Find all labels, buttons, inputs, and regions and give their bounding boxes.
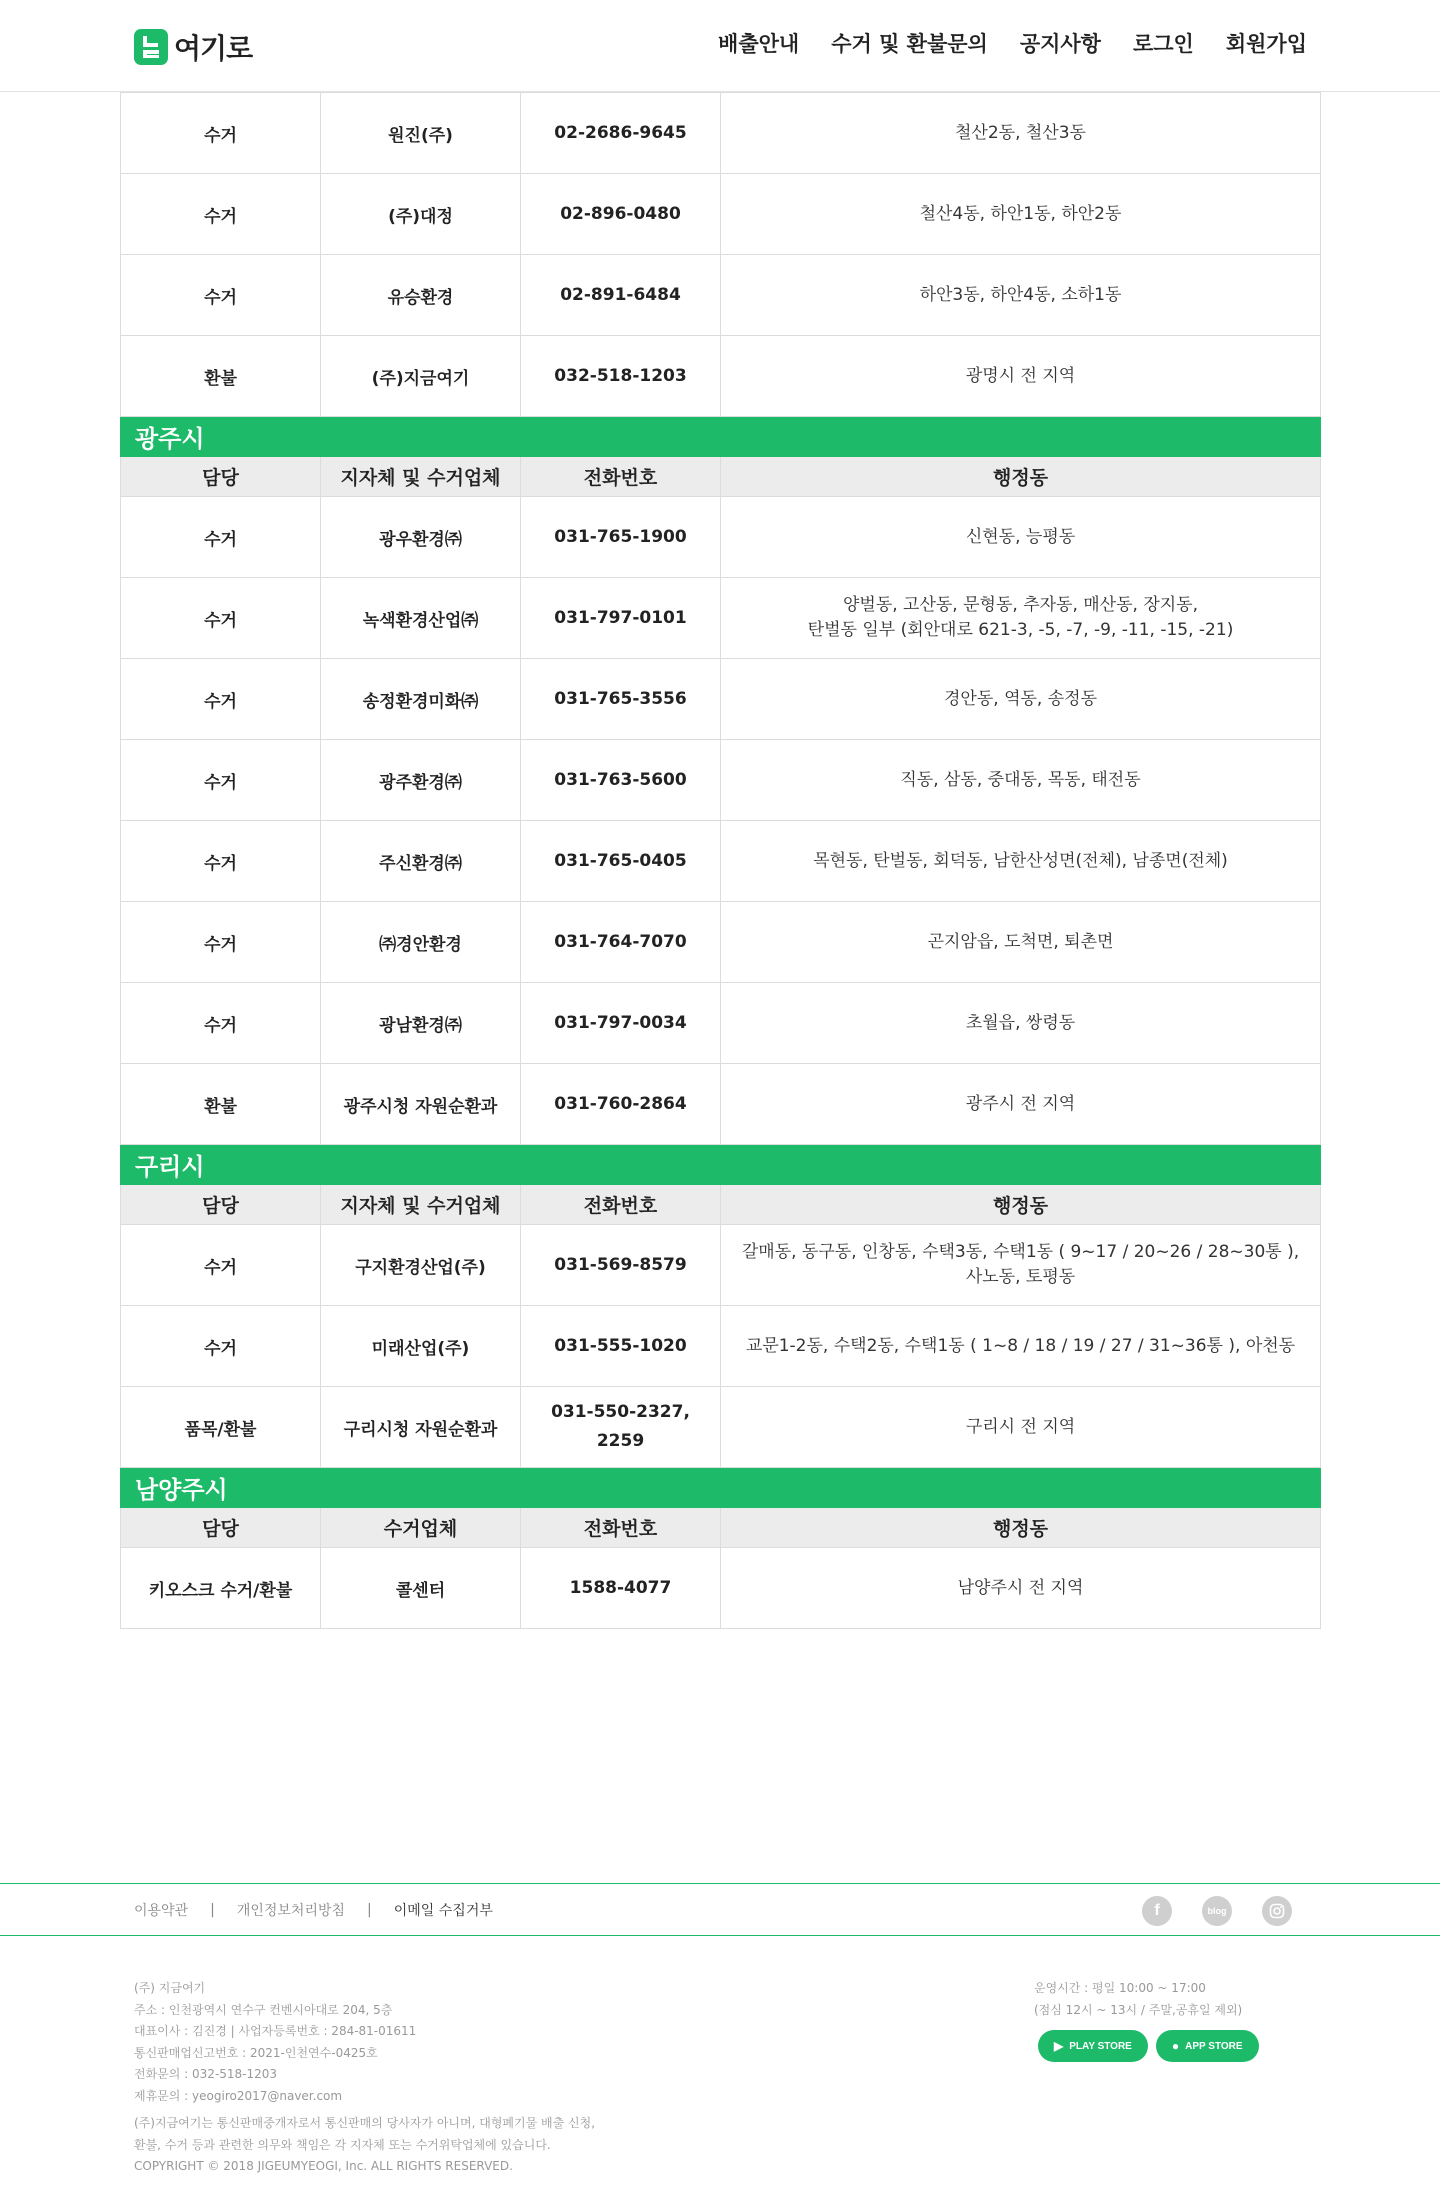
region-title: 남양주시 (121, 1468, 1321, 1508)
column-header: 담당 (121, 457, 321, 497)
phone-cell: 031-569-8579 (521, 1225, 721, 1306)
company-line: 주소 : 인천광역시 연수구 컨벤시아대로 204, 5층 (134, 2002, 393, 2017)
table-row (121, 578, 1321, 659)
hours-line: 운영시간 : 평일 10:00 ~ 17:00 (1034, 1981, 1206, 1995)
table-row (121, 497, 1321, 578)
phone-cell: 031-764-7070 (521, 902, 721, 983)
company-cell: (주)지금여기 (321, 336, 521, 417)
area-cell: 곤지암읍, 도척면, 퇴촌면 (721, 902, 1321, 983)
table-column-header (121, 457, 1321, 497)
company-cell: 광우환경㈜ (321, 497, 521, 578)
area-cell: 목현동, 탄벌동, 회덕동, 남한산성면(전체), 남종면(전체) (721, 821, 1321, 902)
table-row (121, 983, 1321, 1064)
table-column-header (121, 1508, 1321, 1548)
table-row (121, 1225, 1321, 1306)
table-row (121, 174, 1321, 255)
nav-signup[interactable]: 회원가입 (1225, 32, 1307, 56)
table-row (121, 902, 1321, 983)
phone-cell: 031-765-0405 (521, 821, 721, 902)
area-cell: 광주시 전 지역 (721, 1064, 1321, 1145)
column-header: 전화번호 (521, 1508, 721, 1548)
column-header: 지자체 및 수거업체 (321, 457, 521, 497)
company-cell: 구리시청 자원순환과 (321, 1387, 521, 1468)
contact-table-container (120, 92, 1320, 1629)
role-cell: 품목/환불 (121, 1387, 321, 1468)
app-store-links (1038, 2030, 1267, 2062)
logo[interactable] (134, 29, 252, 65)
company-cell: 원진(주) (321, 93, 521, 174)
copyright: COPYRIGHT © 2018 JIGEUMYEOGI, Inc. ALL RIGHTS RESERVED. (134, 2159, 513, 2173)
nav-notices[interactable]: 공지사항 (1019, 32, 1101, 56)
region-section-header (121, 1145, 1321, 1185)
phone-cell: 02-896-0480 (521, 174, 721, 255)
role-cell: 수거 (121, 497, 321, 578)
app-store-button[interactable] (1156, 2030, 1259, 2062)
logo-text: 여기로 (174, 32, 253, 65)
role-cell: 키오스크 수거/환불 (121, 1548, 321, 1629)
company-cell: 녹색환경산업㈜ (321, 578, 521, 659)
column-header: 지자체 및 수거업체 (321, 1185, 521, 1225)
terms-link[interactable]: 이용약관 (134, 1903, 189, 1919)
role-cell: 수거 (121, 174, 321, 255)
phone-cell: 032-518-1203 (521, 336, 721, 417)
area-cell: 철산4동, 하안1동, 하안2동 (721, 174, 1321, 255)
table-row (121, 336, 1321, 417)
nav-collection-refund[interactable]: 수거 및 환불문의 (831, 32, 988, 56)
area-cell: 신현동, 능평동 (721, 497, 1321, 578)
phone-cell: 1588-4077 (521, 1548, 721, 1629)
main-nav (686, 29, 1307, 59)
column-header: 행정동 (721, 1185, 1321, 1225)
play-store-button[interactable] (1038, 2030, 1148, 2062)
email-refusal-link[interactable]: 이메일 수집거부 (393, 1903, 493, 1919)
company-cell: 유승환경 (321, 255, 521, 336)
phone-cell: 031-760-2864 (521, 1064, 721, 1145)
company-cell: 콜센터 (321, 1548, 521, 1629)
notice-line: 환불, 수거 등과 관련한 의무와 책임은 각 지자체 또는 수거위탁업체에 있습니다. (134, 2137, 551, 2152)
role-cell: 환불 (121, 1064, 321, 1145)
role-cell: 환불 (121, 336, 321, 417)
column-header: 담당 (121, 1185, 321, 1225)
operating-hours (1034, 1978, 1242, 2021)
contact-table-body (121, 93, 1321, 1629)
table-row (121, 1306, 1321, 1387)
area-cell: 하안3동, 하안4동, 소하1동 (721, 255, 1321, 336)
area-cell: 직동, 삼동, 중대동, 목동, 태전동 (721, 740, 1321, 821)
company-cell: 광주시청 자원순환과 (321, 1064, 521, 1145)
table-row (121, 93, 1321, 174)
phone-cell: 031-765-3556 (521, 659, 721, 740)
column-header: 행정동 (721, 457, 1321, 497)
company-cell: ㈜경안환경 (321, 902, 521, 983)
blog-icon[interactable]: blog (1202, 1896, 1232, 1926)
company-cell: 주신환경㈜ (321, 821, 521, 902)
region-section-header (121, 417, 1321, 457)
legal-notice (134, 2113, 595, 2178)
phone-cell: 031-550-2327, 2259 (521, 1387, 721, 1468)
column-header: 수거업체 (321, 1508, 521, 1548)
column-header: 행정동 (721, 1508, 1321, 1548)
company-cell: 송정환경미화㈜ (321, 659, 521, 740)
region-title: 구리시 (121, 1145, 1321, 1185)
role-cell: 수거 (121, 821, 321, 902)
company-line: (주) 지금여기 (134, 1981, 206, 1995)
privacy-policy-link[interactable]: 개인정보처리방침 (236, 1903, 346, 1919)
phone-cell: 031-555-1020 (521, 1306, 721, 1387)
company-cell: 구지환경산업(주) (321, 1225, 521, 1306)
role-cell: 수거 (121, 902, 321, 983)
social-links (1112, 1896, 1292, 1926)
table-row (121, 1064, 1321, 1145)
area-cell: 양벌동, 고산동, 문형동, 추자동, 매산동, 장지동, 탄벌동 일부 (회안대로 621-3, -5, -7, -9, -11, -15, -21) (721, 578, 1321, 659)
separator: | (367, 1902, 372, 1918)
facebook-icon[interactable]: f (1142, 1896, 1172, 1926)
role-cell: 수거 (121, 983, 321, 1064)
company-cell: 광남환경㈜ (321, 983, 521, 1064)
company-line: 대표이사 : 김진경 | 사업자등록번호 : 284-81-01611 (134, 2024, 417, 2038)
instagram-icon[interactable] (1262, 1896, 1292, 1926)
table-row (121, 255, 1321, 336)
region-section-header (121, 1468, 1321, 1508)
phone-cell: 031-797-0101 (521, 578, 721, 659)
area-cell: 교문1-2동, 수택2동, 수택1동 ( 1~8 / 18 / 19 / 27 / 31~36통 ), 아천동 (721, 1306, 1321, 1387)
nav-disposal-guide[interactable]: 배출안내 (718, 32, 800, 56)
company-line: 통신판매업신고번호 : 2021-인천연수-0425호 (134, 2045, 378, 2060)
table-row (121, 1387, 1321, 1468)
role-cell: 수거 (121, 1225, 321, 1306)
area-cell: 초월읍, 쌍령동 (721, 983, 1321, 1064)
phone-cell: 031-797-0034 (521, 983, 721, 1064)
company-cell: (주)대정 (321, 174, 521, 255)
role-cell: 수거 (121, 93, 321, 174)
table-row (121, 740, 1321, 821)
footer-bar (0, 1883, 1440, 1936)
role-cell: 수거 (121, 740, 321, 821)
area-cell: 갈매동, 동구동, 인창동, 수택3동, 수택1동 ( 9~17 / 20~26 / 28~30통 ), 사노동, 토평동 (721, 1225, 1321, 1306)
role-cell: 수거 (121, 1306, 321, 1387)
role-cell: 수거 (121, 255, 321, 336)
region-title: 광주시 (121, 417, 1321, 457)
logo-mark-icon (134, 29, 168, 65)
hours-line: (점심 12시 ~ 13시 / 주말,공휴일 제외) (1034, 2002, 1243, 2017)
phone-cell: 031-765-1900 (521, 497, 721, 578)
table-row (121, 659, 1321, 740)
column-header: 전화번호 (521, 1185, 721, 1225)
role-cell: 수거 (121, 659, 321, 740)
table-row (121, 821, 1321, 902)
company-line: 전화문의 : 032-518-1203 (134, 2067, 278, 2081)
table-column-header (121, 1185, 1321, 1225)
nav-login[interactable]: 로그인 (1132, 32, 1194, 56)
play-icon: ▶ (1054, 2039, 1064, 2053)
app-store-label: APP STORE (1185, 2040, 1243, 2052)
column-header: 전화번호 (521, 457, 721, 497)
contact-table (120, 92, 1321, 1629)
phone-cell: 02-891-6484 (521, 255, 721, 336)
company-info (134, 1978, 416, 2107)
area-cell: 구리시 전 지역 (721, 1387, 1321, 1468)
phone-cell: 031-763-5600 (521, 740, 721, 821)
apple-icon: ● (1171, 2039, 1180, 2053)
area-cell: 경안동, 역동, 송정동 (721, 659, 1321, 740)
company-line: 제휴문의 : yeogiro2017@naver.com (134, 2088, 343, 2103)
company-cell: 광주환경㈜ (321, 740, 521, 821)
role-cell: 수거 (121, 578, 321, 659)
company-cell: 미래산업(주) (321, 1306, 521, 1387)
phone-cell: 02-2686-9645 (521, 93, 721, 174)
area-cell: 남양주시 전 지역 (721, 1548, 1321, 1629)
area-cell: 광명시 전 지역 (721, 336, 1321, 417)
footer-links (134, 1900, 493, 1920)
separator: | (210, 1902, 215, 1918)
area-cell: 철산2동, 철산3동 (721, 93, 1321, 174)
table-row (121, 1548, 1321, 1629)
notice-line: (주)지금여기는 통신판매중개자로서 통신판매의 당사자가 아니며, 대형폐기물 배출 신청, (134, 2116, 596, 2130)
play-store-label: PLAY STORE (1069, 2040, 1132, 2052)
column-header: 담당 (121, 1508, 321, 1548)
site-header (0, 0, 1440, 92)
